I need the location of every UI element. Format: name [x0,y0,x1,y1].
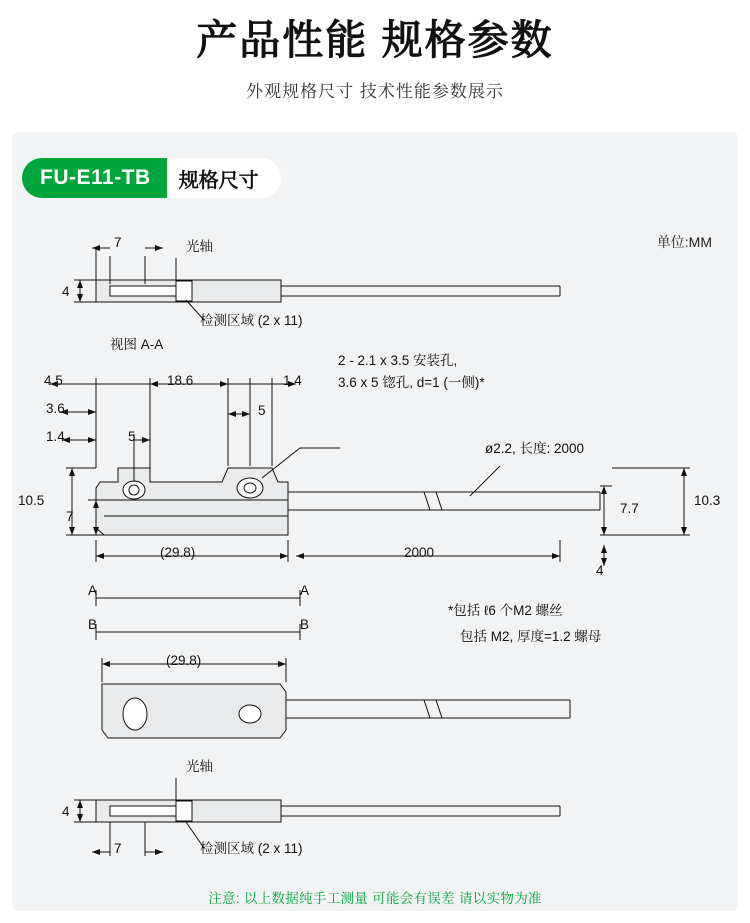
label-dim-2000: 2000 [404,545,435,560]
label-bottom-dim-7: 7 [114,841,122,856]
label-dim-29-8: (29.8) [160,545,196,560]
model-badge [22,158,281,198]
footer-note: 注意: 以上数据纯手工测量 可能会有误差 请以实物为准 [208,891,542,906]
label-dim-3-6: 3.6 [46,401,65,416]
label-mount-hole-note-2: 3.6 x 5 锪孔, d=1 (一侧)* [338,375,485,390]
label-detect-area-bottom: 检测区域 (2 x 11) [200,841,303,856]
label-dim-7-7: 7.7 [620,501,639,516]
label-top-dim-4: 4 [62,284,70,299]
label-dim-4-5: 4.5 [44,373,63,388]
label-dim-10-5: 10.5 [18,493,45,508]
label-dim-7-main: 7 [66,509,74,524]
label-dim-5-right: 5 [258,403,266,418]
label-top-dim-7: 7 [114,235,122,250]
label-section-b-right: B [300,617,310,632]
label-screw-note-2: 包括 M2, 厚度=1.2 螺母 [460,629,602,644]
label-optical-axis-bottom: 光轴 [186,759,213,774]
label-dim-1-4-top: 1.4 [283,373,302,388]
label-bottom-dim-4: 4 [62,804,70,819]
label-optical-axis-top: 光轴 [186,239,213,254]
badge-label: 规格尺寸 [167,158,281,198]
label-dim-10-3: 10.3 [694,493,721,508]
label-dim-1-4-left: 1.4 [46,429,65,444]
label-dim-18-6: 18.6 [167,373,194,388]
label-cable-note: ø2.2, 长度: 2000 [485,441,585,456]
label-detect-area-top: 检测区域 (2 x 11) [200,313,303,328]
label-section-a-right: A [300,583,310,598]
model-name: FU-E11-TB [22,158,167,198]
label-view-aa: 视图 A-A [110,337,164,352]
label-section-b-left: B [88,617,98,632]
label-dim-5-left: 5 [128,429,136,444]
label-mount-hole-note-1: 2 - 2.1 x 3.5 安装孔, [338,353,458,368]
unit-note: 单位:MM [656,234,712,250]
label-bottom-dim-29-8: (29.8) [166,653,202,668]
label-dim-4-bottom: 4 [596,563,604,578]
label-screw-note-1: *包括 ℓ6 个M2 螺丝 [448,603,563,618]
label-section-a-left: A [88,583,98,598]
page-title: 产品性能 规格参数 [196,17,554,63]
page-subtitle: 外观规格尺寸 技术性能参数展示 [246,82,504,102]
